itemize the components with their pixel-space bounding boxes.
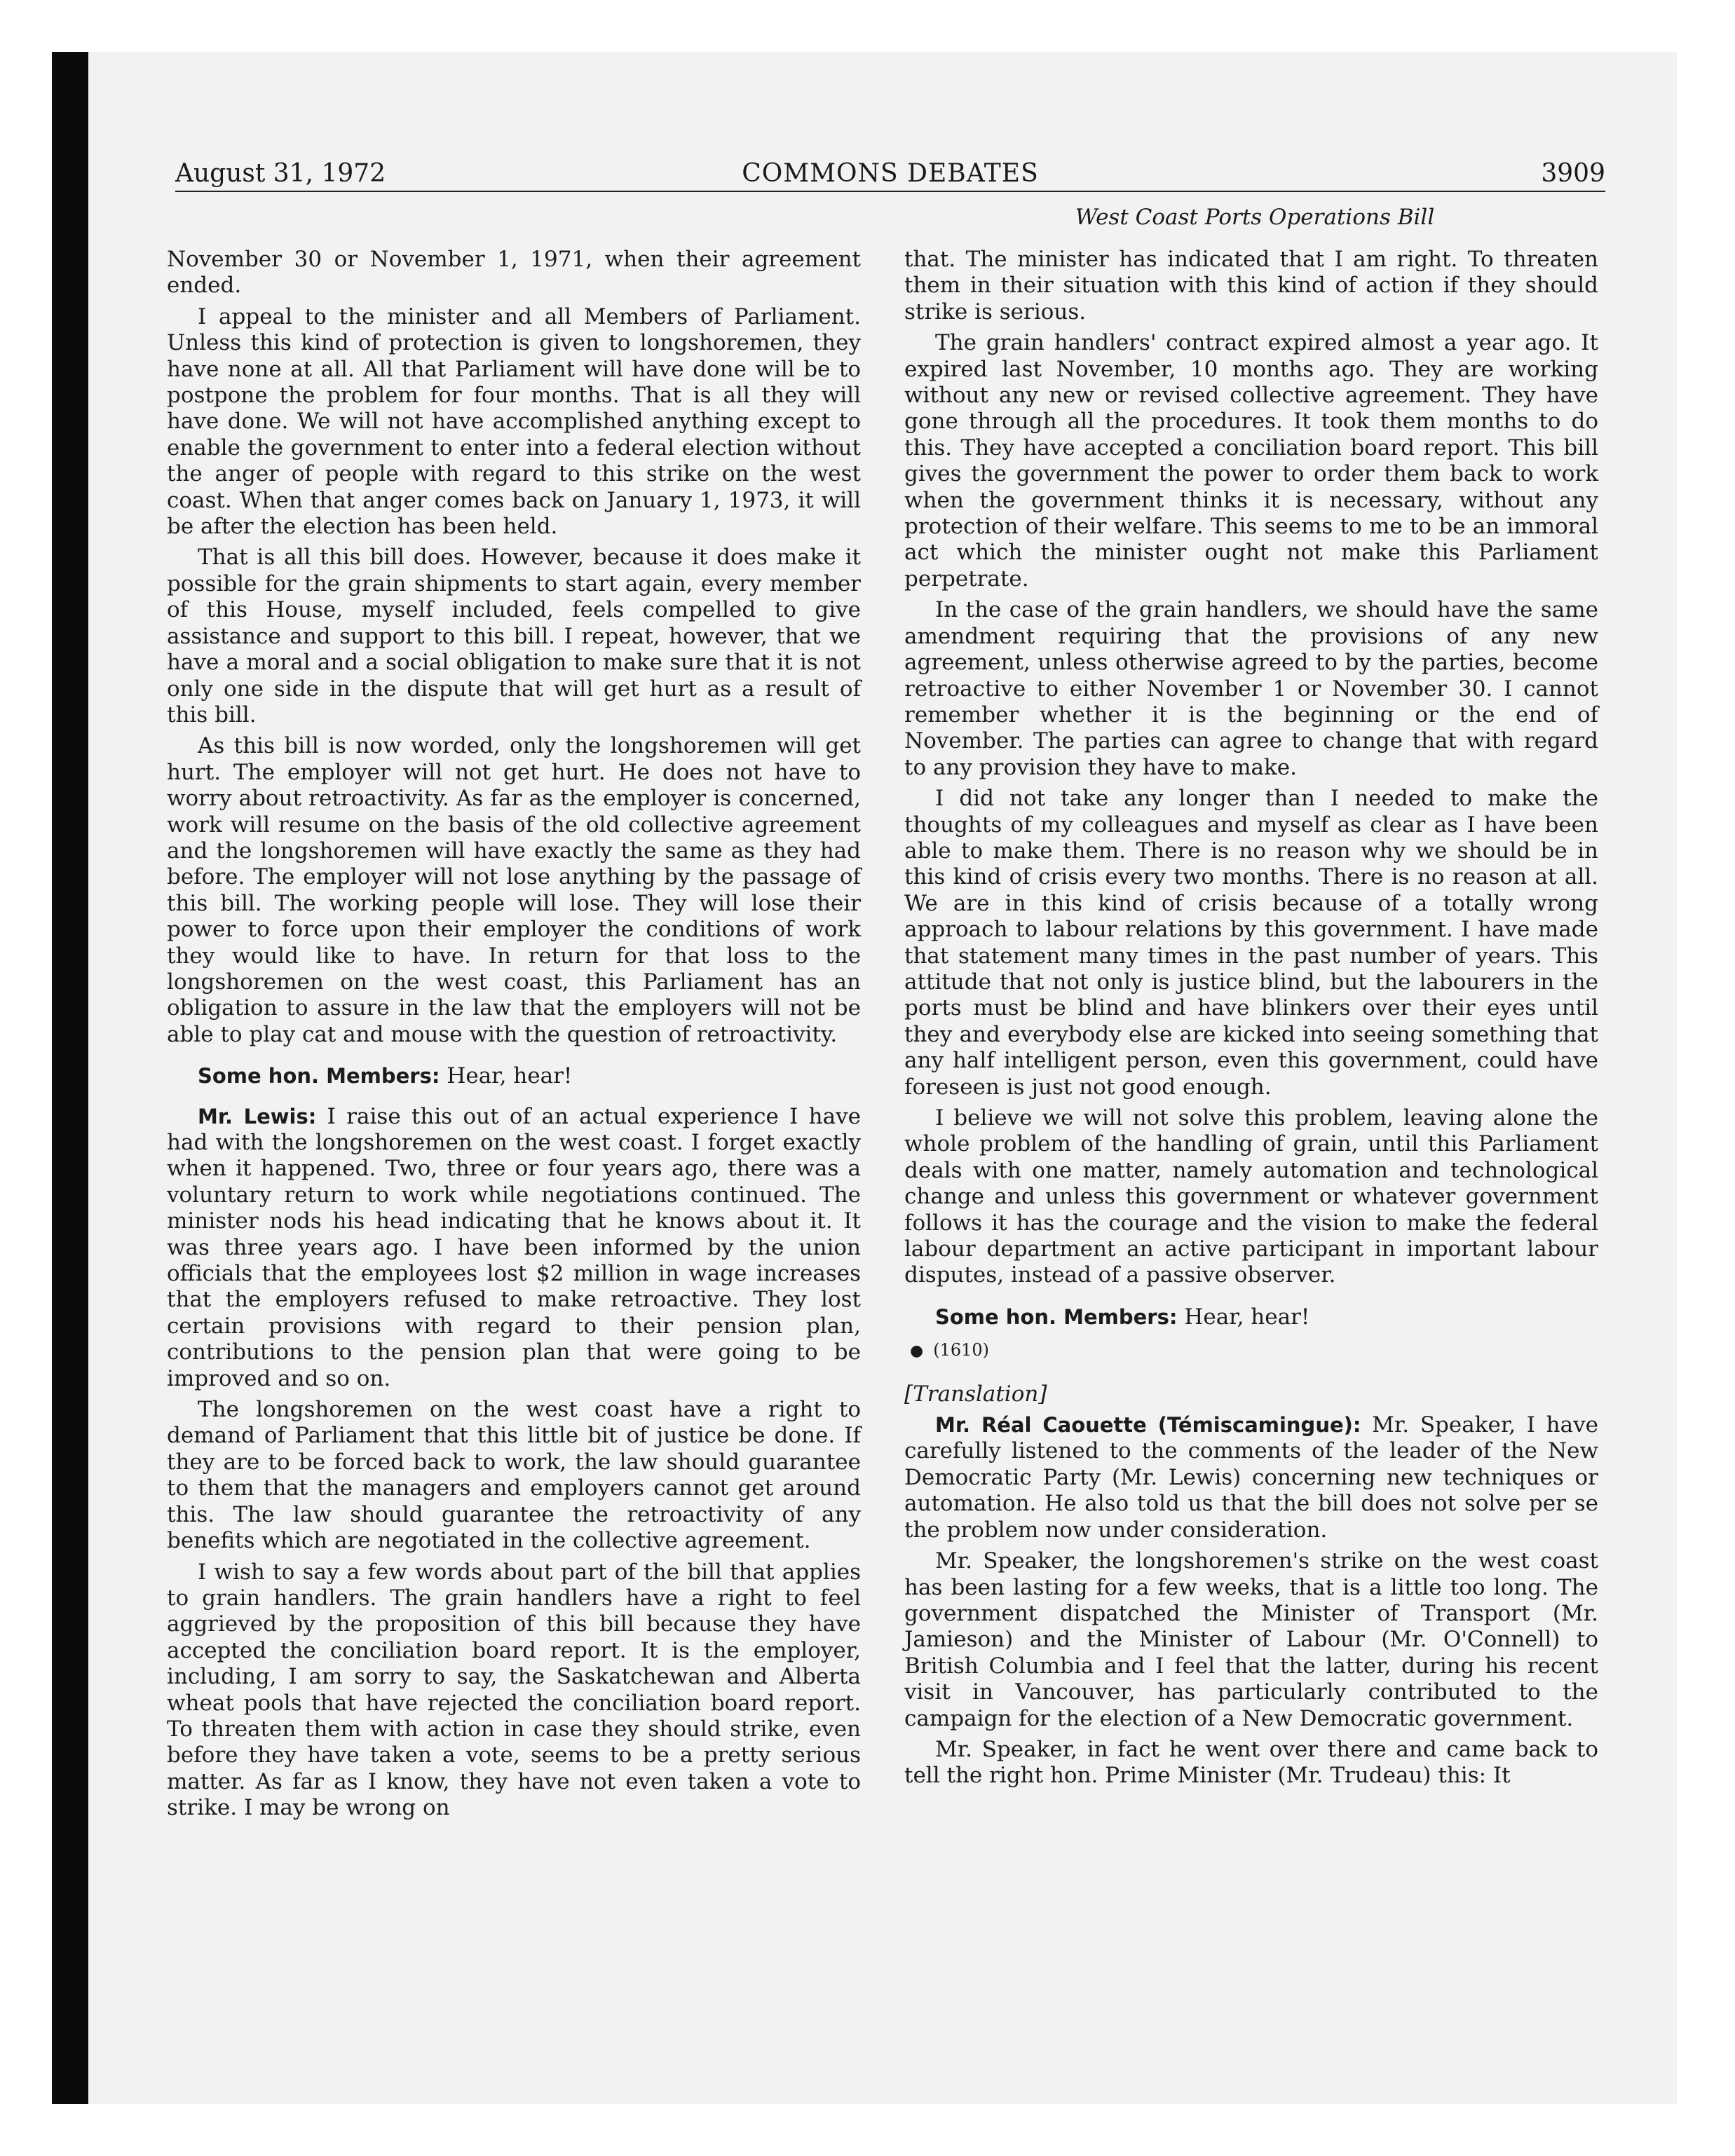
speaker-name: Some hon. Members:	[198, 1064, 440, 1089]
speech-text: Mr. Speaker, I have carefully listened to the comments of the leader of the New Democratic Party (Mr. Lewis) concerning new techniques or automation. He also told us that the bill does not solve per se the problem now under consideration.	[904, 1412, 1598, 1543]
speech-text: I raise this out of an actual experience I have had with the longshoremen on the west coast. I forget exactly when it happened. Two, three or four years ago, there was a voluntary return to work while negotiations continued. The minister nods his head indicating that he knows about it. It was three years ago. I have been informed by the union officials that the employees lost $2 million in wage increases that the employers refused to make retroactive. They lost certain provisions with regard to their pension plan, contributions to the pension plan that were going to be improved and so on.	[167, 1103, 861, 1391]
page-header	[175, 151, 1605, 192]
header-title: COMMONS DEBATES	[742, 159, 1039, 188]
paragraph: The grain handlers' contract expired almost a year ago. It expired last November, 10 months ago. They are working without any new or revised collective agreement. They have gone through all the procedures. It took them months to do this. They have accepted a conciliation board report. This bill gives the government the power to order them back to work when the government thinks it is necessary, without any protection of their welfare. This seems to me to be an immoral act which the minister ought not make this Parliament perpetrate.	[904, 330, 1598, 592]
paragraph: I appeal to the minister and all Members of Parliament. Unless this kind of protection is given to longshoremen, they have none at all. All that Parliament will have done will be to postpone the problem for four months. That is all they will have done. We will not have accomplished anything except to enable the government to enter into a federal election without the anger of people with regard to this strike on the west coast. When that anger comes back on January 1, 1973, it will be after the election has been held.	[167, 303, 861, 540]
speech-text: Hear, hear!	[1184, 1304, 1310, 1330]
time-stamp: (1610)	[933, 1340, 990, 1360]
translation-label: [Translation]	[904, 1381, 1047, 1407]
speaker-name: Some hon. Members:	[935, 1304, 1178, 1329]
interjection	[904, 1304, 1598, 1330]
paragraph: That is all this bill does. However, because it does make it possible for the grain shipments to start again, every member of this House, myself included, feels compelled to give assistance and support to this bill. I repeat, however, that we have a moral and a social obligation to make sure that it is not only one side in the dispute that will get hurt as a result of this bill.	[167, 545, 861, 728]
paragraph: The longshoremen on the west coast have a right to demand of Parliament that this little bit of justice be done. If they are to be forced back to work, the law should guarantee to them that the managers and employers cannot get around this. The law should guarantee the retroactivity of any benefits which are negotiated in the collective agreement.	[167, 1397, 861, 1554]
time-marker	[904, 1337, 1598, 1364]
page-number: 3909	[1541, 159, 1605, 188]
paragraph: In the case of the grain handlers, we should have the same amendment requiring that the provisions of any new agreement, unless otherwise agreed to by the parties, become retroactive to either November 1 or November 30. I cannot remember whether it is the beginning or the end of November. The parties can agree to change that with regard to any provision they have to make.	[904, 597, 1598, 780]
paragraph: Mr. Speaker, the longshoremen's strike on the west coast has been lasting for a few weeks, that is a little too long. The government dispatched the Minister of Transport (Mr. Jamieson) and the Minister of Labour (Mr. O'Connell) to British Columbia and I feel that the latter, during his recent visit in Vancouver, has particularly contributed to the campaign for the election of a New Democratic government.	[904, 1548, 1598, 1731]
speech-text: Hear, hear!	[447, 1063, 573, 1089]
paragraph: November 30 or November 1, 1971, when their agreement ended.	[167, 247, 861, 299]
paragraph: I did not take any longer than I needed to make the thoughts of my colleagues and myself as clear as I have been able to make them. There is no reason why we should be in this kind of crisis every two months. There is no reason at all. We are in this kind of crisis because of a totally wrong approach to labour relations by this government. I have made that statement many times in the past number of years. This attitude that not only is justice blind, but the labourers in the ports must be blind and have blinkers over their eyes until they and everybody else are kicked into seeing something that any half intelligent person, even this government, could have foreseen is just not good enough.	[904, 786, 1598, 1100]
interjection	[167, 1063, 861, 1089]
header-date: August 31, 1972	[175, 159, 386, 188]
speech	[904, 1412, 1598, 1543]
paragraph: I wish to say a few words about part of the bill that applies to grain handlers. The grain handlers have a right to feel aggrieved by the proposition of this bill because they have accepted the conciliation board report. It is the employer, including, I am sorry to say, the Saskatchewan and Alberta wheat pools that have rejected the conciliation board report. To threaten them with action in case they should strike, even before they have taken a vote, seems to be a pretty serious matter. As far as I know, they have not even taken a vote to strike. I may be wrong on	[167, 1559, 861, 1821]
right-column	[904, 247, 1598, 1794]
paragraph: I believe we will not solve this problem, leaving alone the whole problem of the handling of grain, until this Parliament deals with one matter, namely automation and technological change and unless this government or whatever government follows it has the courage and the vision to make the federal labour department an active participant in important labour disputes, instead of a passive observer.	[904, 1105, 1598, 1288]
left-column	[167, 247, 861, 1827]
scan-edge	[52, 52, 88, 2104]
paragraph: As this bill is now worded, only the longshoremen will get hurt. The employer will not get hurt. He does not have to worry about retroactivity. As far as the employer is concerned, work will resume on the basis of the old collective agreement and the longshoremen will have exactly the same as they had before. The employer will not lose anything by the passage of this bill. The working people will lose. They will lose their power to force upon their employer the conditions of work they would like to have. In return for that loss to the longshoremen on the west coast, this Parliament has an obligation to assure in the law that the employers will not be able to play cat and mouse with the question of retroactivity.	[167, 733, 861, 1047]
bullet-icon: ●	[910, 1342, 924, 1360]
running-head: West Coast Ports Operations Bill	[1075, 205, 1435, 230]
paragraph: that. The minister has indicated that I am right. To threaten them in their situation with this kind of action if they should strike is serious.	[904, 247, 1598, 325]
paragraph: Mr. Speaker, in fact he went over there and came back to tell the right hon. Prime Minister (Mr. Trudeau) this: It	[904, 1736, 1598, 1789]
speech	[167, 1104, 861, 1392]
speaker-name: Mr. Lewis:	[198, 1104, 317, 1128]
speaker-name: Mr. Réal Caouette (Témiscamingue):	[935, 1413, 1361, 1438]
